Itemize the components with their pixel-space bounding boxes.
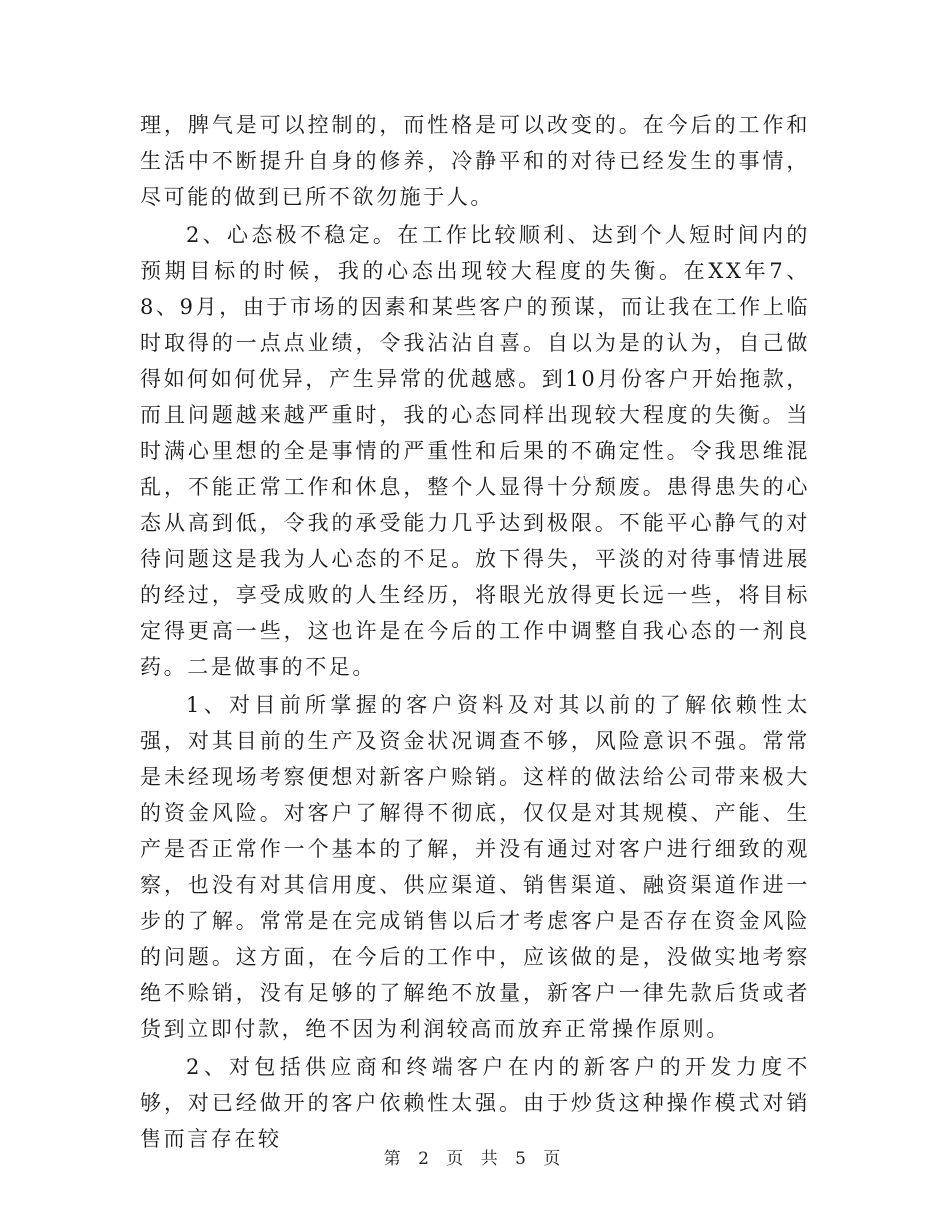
document-body bbox=[140, 107, 810, 1157]
paragraph-mindset: 2、心态极不稳定。在工作比较顺利、达到个人短时间内的预期目标的时候，我的心态出现较大程度的失衡。在XX年7、8、9月，由于市场的因素和某些客户的预谋，而让我在工作上临时取得的一点点业绩，令我沾沾自喜。自以为是的认为，自己做得如何如何优异，产生异常的优越感。到10月份客户开始拖款，而且问题越来越严重时，我的心态同样出现较大程度的失衡。当时满心里想的全是事情的严重性和后果的不确定性。令我思维混乱，不能正常工作和休息，整个人显得十分颓废。患得患失的心态从高到低，令我的承受能力几乎达到极限。不能平心静气的对待问题这是我为人心态的不足。放下得失，平淡的对待事情进展的经过，享受成败的人生经历，将眼光放得更长远一些，将目标定得更高一些，这也许是在今后的工作中调整自我心态的一剂良药。二是做事的不足。 bbox=[140, 223, 810, 679]
page-footer bbox=[0, 1144, 950, 1169]
paragraph-continuation: 理，脾气是可以控制的，而性格是可以改变的。在今后的工作和生活中不断提升自身的修养，冷静平和的对待已经发生的事情，尽可能的做到已所不欲勿施于人。 bbox=[140, 113, 810, 209]
page-number-label: 第 2 页 共 5 页 bbox=[383, 1149, 567, 1169]
paragraph-customer-risk: 1、对目前所掌握的客户资料及对其以前的了解依赖性太强，对其目前的生产及资金状况调查不够，风险意识不强。常常是未经现场考察便想对新客户赊销。这样的做法给公司带来极大的资金风险。对客户了解得不彻底，仅仅是对其规模、产能、生产是否正常作一个基本的了解，并没有通过对客户进行细致的观察，也没有对其信用度、供应渠道、销售渠道、融资渠道作进一步的了解。常常是在完成销售以后才考虑客户是否存在资金风险的问题。这方面，在今后的工作中，应该做的是，没做实地考察绝不赊销，没有足够的了解绝不放量，新客户一律先款后货或者货到立即付款，绝不因为利润较高而放弃正常操作原则。 bbox=[140, 693, 810, 1041]
paragraph-new-customers: 2、对包括供应商和终端客户在内的新客户的开发力度不够，对已经做开的客户依赖性太强。由于炒货这种操作模式对销售而言存在较 bbox=[140, 1055, 810, 1151]
